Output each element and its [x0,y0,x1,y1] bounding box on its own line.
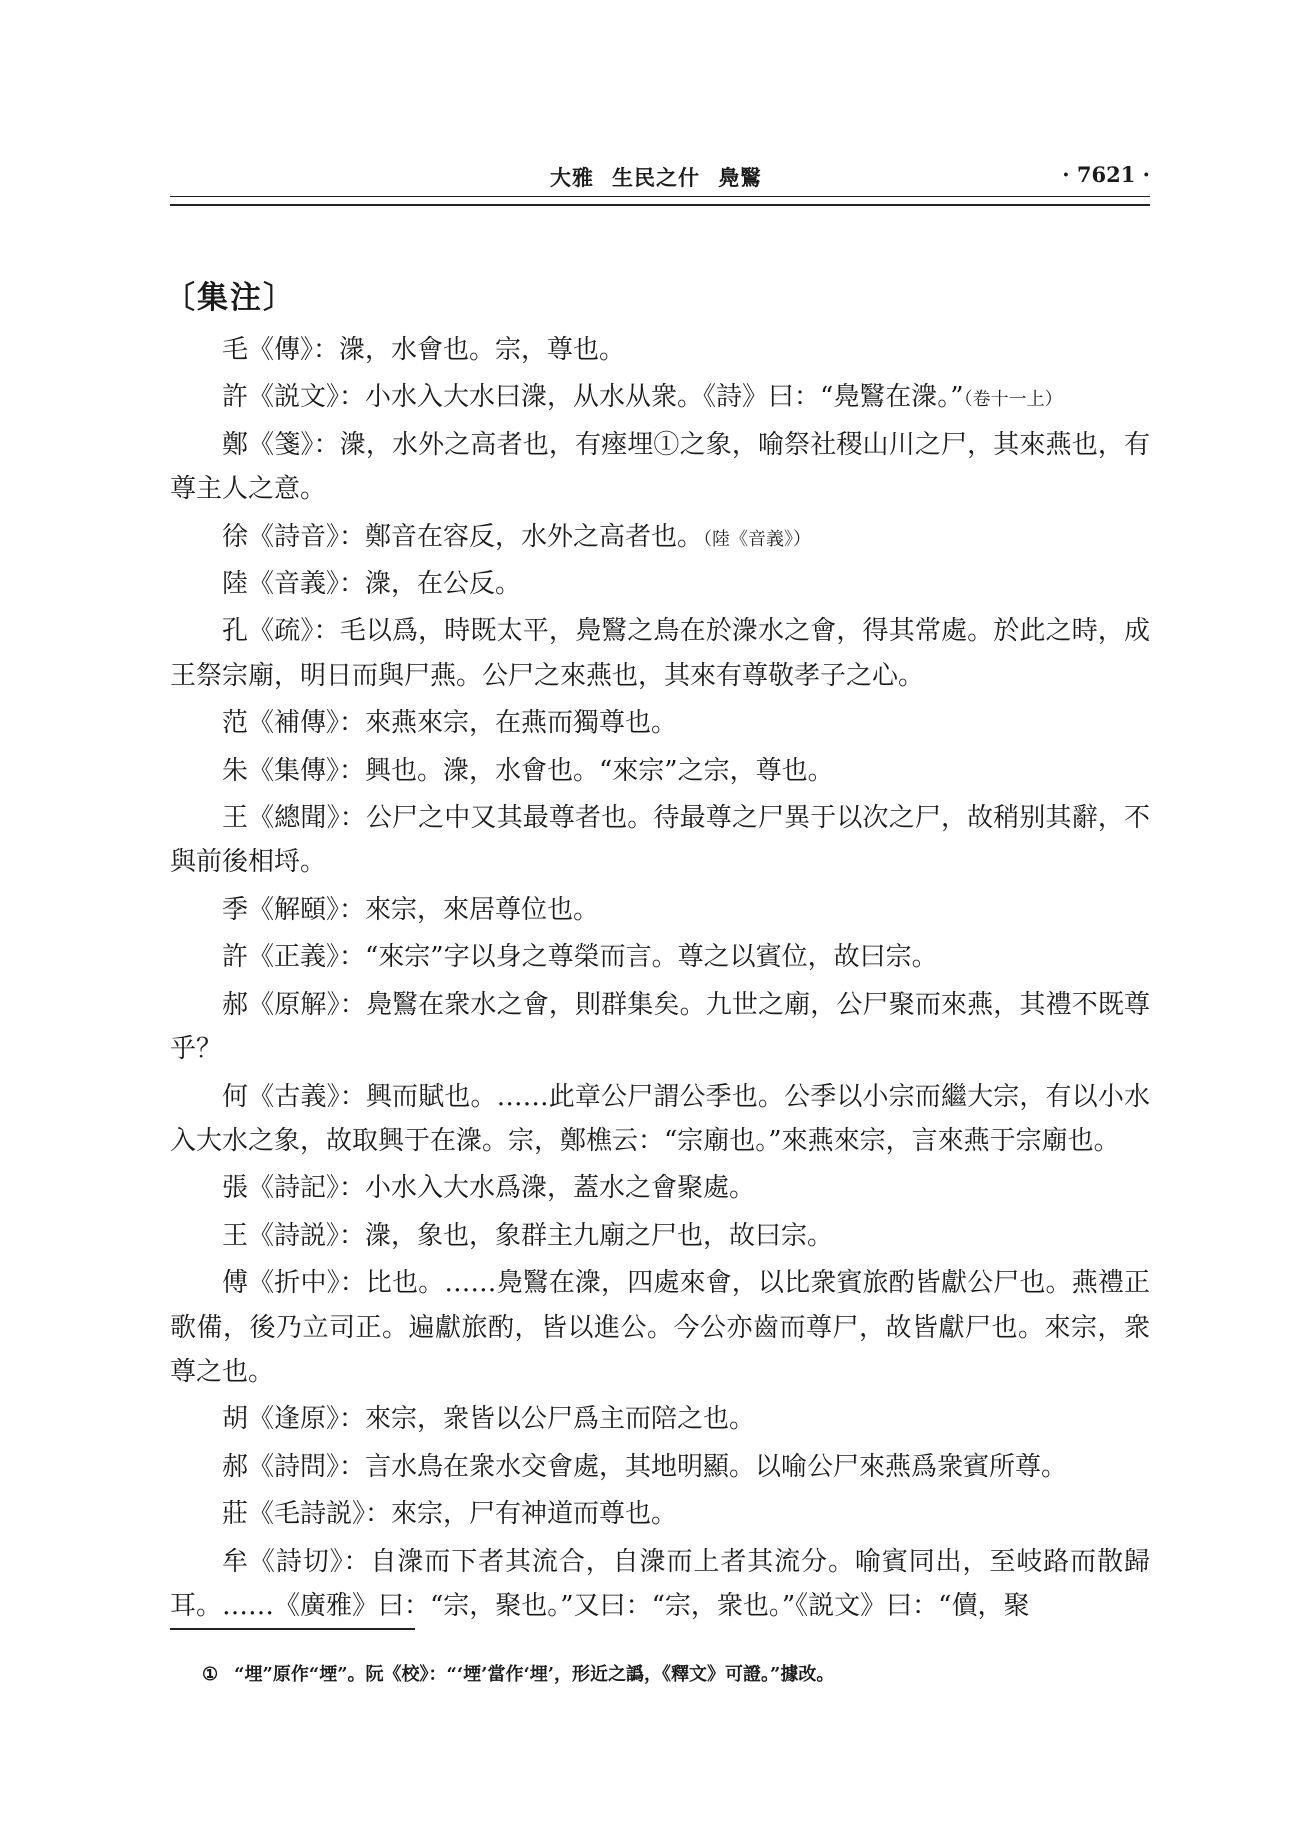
commentary-entry [170,1166,1150,1213]
page-number: · 7621 · [1062,162,1150,187]
entry-text: 何《古義》：興而賦也。……此章公尸謂公季也。公季以小宗而繼大宗，有以小水入大水之象，故取興于在潨。宗，鄭樵云：“宗廟也。”來燕來宗，言來燕于宗廟也。 [170,1081,1150,1156]
commentary-entry [170,609,1150,701]
entry-text: 毛《傳》：潨，水會也。宗，尊也。 [222,335,626,365]
running-title-part: 生民之什 [612,165,700,190]
commentary-entry [170,328,1150,375]
entry-text: 王《總聞》：公尸之中又其最尊者也。待最尊之尸異于以次之尸，故稍别其辭，不與前後相埒。 [170,803,1150,878]
commentary-body [170,328,1150,1631]
running-head [170,160,1150,196]
commentary-entry [170,888,1150,935]
commentary-entry [170,423,1150,515]
entry-text: 傅《折中》：比也。……鳧鷖在潨，四處來會，以比衆賓旅酌皆獻公尸也。燕禮正歌備，後乃立司正。遍獻旅酌，皆以進公。今公亦齒而尊尸，故皆獻尸也。來宗，衆尊之也。 [170,1268,1150,1387]
commentary-entry [170,515,1150,562]
commentary-entry [170,749,1150,796]
commentary-entry [170,562,1150,609]
commentary-entry [170,1540,1150,1632]
entry-text: 胡《逢原》：來宗，衆皆以公尸爲主而陪之也。 [222,1404,756,1435]
commentary-entry [170,1492,1150,1539]
running-title [550,162,780,192]
entry-text: 鄭《箋》：潨，水外之高者也，有瘞埋①之象，喻祭社稷山川之尸，其來燕也，有尊主人之意。 [170,429,1150,505]
entry-text: 張《詩記》：小水入大水爲潨，蓋水之會聚處。 [222,1173,756,1204]
commentary-entry [170,796,1150,888]
footnote-mark: ① [202,1664,219,1685]
commentary-entry [170,701,1150,748]
footnote [202,1660,1142,1686]
entry-text: 莊《毛詩説》：來宗，尸有神道而尊也。 [222,1499,678,1530]
entry-text: 許《説文》：小水入大水曰潨，从水从衆。《詩》曰：“鳧鷖在潨。” [222,382,964,413]
entry-text: 牟《詩切》：自潨而下者其流合，自潨而上者其流分。喻賓同出，至岐路而散歸耳。……《廣雅》曰：“宗，聚也。”又曰：“宗，衆也。”《説文》曰：“儥，聚 [170,1546,1150,1621]
entry-text: 陸《音義》：潨，在公反。 [222,569,522,600]
commentary-entry [170,1261,1150,1397]
entry-text: 朱《集傳》：興也。潨，水會也。“來宗”之宗，尊也。 [222,755,834,786]
entry-text: 王《詩説》：潨，象也，象群主九廟之尸也，故曰宗。 [222,1220,834,1251]
commentary-entry [170,1075,1150,1167]
commentary-entry [170,935,1150,982]
entry-text: 孔《疏》：毛以爲，時既太平，鳧鷖之鳥在於潨水之會，得其常處。於此之時，成王祭宗廟，明日而與尸燕。公尸之來燕也，其來有尊敬孝子之心。 [170,616,1150,691]
entry-text: 許《正義》：“來宗”字以身之尊榮而言。尊之以賓位，故曰宗。 [222,942,938,973]
commentary-entry [170,1214,1150,1261]
running-title-part: 鳧鷖 [718,165,762,190]
section-heading: 〔集注〕 [164,280,296,316]
entry-note: （卷十一上） [963,389,1063,411]
footnote-text: “埋”原作“堙”。阮《校》：“‘堙’當作‘埋’，形近之譌，《釋文》可證。”據改。 [234,1664,835,1685]
entry-text: 季《解頤》：來宗，來居尊位也。 [222,894,600,925]
entry-note: （陸《音義》） [703,528,812,550]
header-rule-thick [170,204,1150,206]
entry-text: 范《補傳》：來燕來宗，在燕而獨尊也。 [222,708,678,739]
commentary-entry [170,1397,1150,1444]
commentary-entry [170,983,1150,1075]
footnote-rule [170,1628,415,1630]
entry-text: 郝《原解》：鳧鷖在衆水之會，則群集矣。九世之廟，公尸聚而來燕，其禮不既尊乎？ [170,989,1150,1065]
entry-text: 徐《詩音》：鄭音在容反，水外之高者也。 [222,521,704,552]
header-rule [170,196,1150,197]
commentary-entry [170,1445,1150,1492]
commentary-entry [170,375,1150,422]
running-title-part: 大雅 [550,165,594,190]
entry-text: 郝《詩問》：言水鳥在衆水交會處，其地明顯。以喻公尸來燕爲衆賓所尊。 [222,1451,1068,1482]
